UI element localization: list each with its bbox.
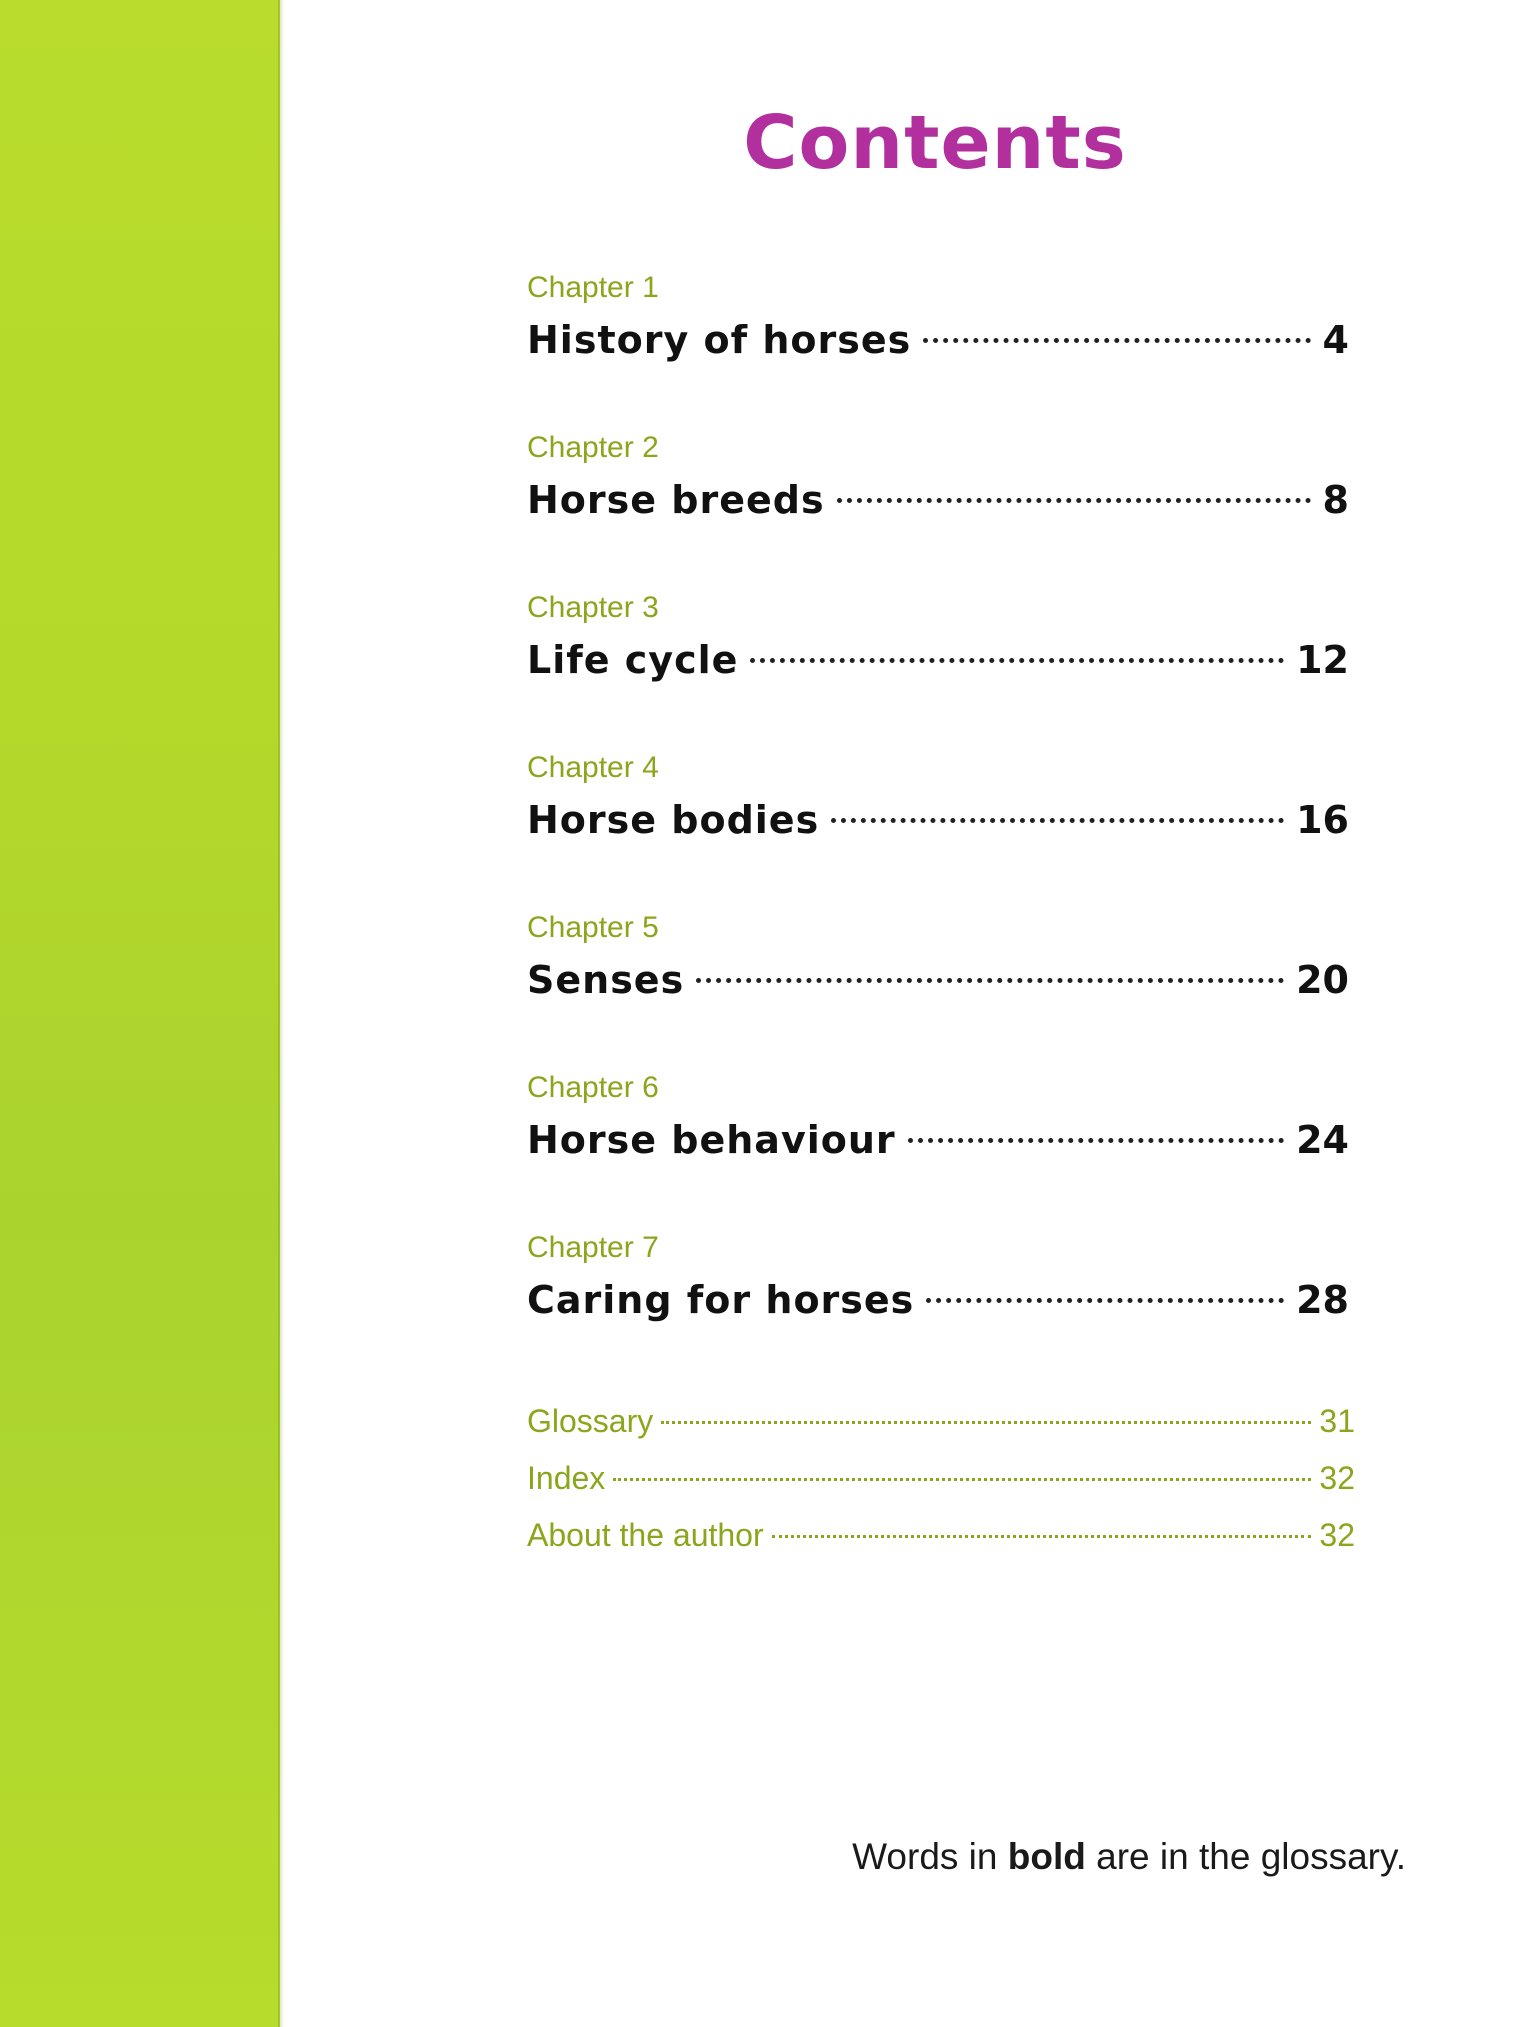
chapter-label: Chapter 2 (527, 431, 659, 464)
backmatter-page-number: 32 (1319, 1517, 1355, 1553)
backmatter-label: About the author (527, 1517, 764, 1553)
backmatter-entry (527, 1450, 1355, 1507)
backmatter-list (527, 1393, 1355, 1564)
chapter-row (527, 628, 1349, 692)
chapter-page-number: 16 (1296, 798, 1349, 842)
dot-leader (908, 1138, 1284, 1143)
glossary-note-prefix: Words in (852, 1836, 1008, 1877)
chapter-label: Chapter 3 (527, 591, 659, 624)
chapter-entry (527, 268, 1349, 428)
side-band-edge (278, 0, 284, 2027)
chapter-page-number: 12 (1296, 638, 1349, 682)
backmatter-entry (527, 1507, 1355, 1564)
chapter-title: Life cycle (527, 638, 739, 682)
chapter-label: Chapter 5 (527, 911, 659, 944)
dot-leader (923, 338, 1310, 343)
dot-leader (926, 1298, 1284, 1303)
chapter-row (527, 948, 1349, 1012)
chapter-title: Horse breeds (527, 478, 825, 522)
chapter-list (527, 268, 1349, 1388)
dot-leader (772, 1535, 1312, 1538)
backmatter-page-number: 32 (1319, 1460, 1355, 1496)
chapter-label: Chapter 1 (527, 271, 659, 304)
chapter-row (527, 308, 1349, 372)
chapter-page-number: 28 (1296, 1278, 1349, 1322)
dot-leader (837, 498, 1311, 503)
chapter-title: Horse bodies (527, 798, 820, 842)
chapter-label: Chapter 6 (527, 1071, 659, 1104)
chapter-row (527, 468, 1349, 532)
chapter-entry (527, 428, 1349, 588)
chapter-page-number: 24 (1296, 1118, 1349, 1162)
backmatter-page-number: 31 (1319, 1403, 1355, 1439)
glossary-note-bold: bold (1007, 1836, 1086, 1877)
chapter-title: Caring for horses (527, 1278, 915, 1322)
backmatter-entry (527, 1393, 1355, 1450)
chapter-page-number: 4 (1322, 318, 1349, 362)
backmatter-label: Index (527, 1460, 606, 1496)
dot-leader (661, 1421, 1311, 1424)
page-title: Contents (743, 100, 1127, 186)
chapter-label: Chapter 4 (527, 751, 659, 784)
dot-leader (831, 818, 1284, 823)
backmatter-label: Glossary (527, 1403, 654, 1439)
glossary-note-suffix: are in the glossary. (1085, 1836, 1406, 1877)
chapter-entry (527, 1228, 1349, 1388)
green-side-band (0, 0, 280, 2027)
chapter-row (527, 1268, 1349, 1332)
chapter-label: Chapter 7 (527, 1231, 659, 1264)
dot-leader (613, 1478, 1311, 1481)
chapter-title: Senses (527, 958, 685, 1002)
chapter-title: History of horses (527, 318, 912, 362)
chapter-entry (527, 908, 1349, 1068)
chapter-page-number: 8 (1322, 478, 1349, 522)
chapter-title: Horse behaviour (527, 1118, 896, 1162)
glossary-note (852, 1836, 1406, 1878)
dot-leader (696, 978, 1284, 983)
chapter-entry (527, 588, 1349, 748)
chapter-entry (527, 748, 1349, 908)
chapter-row (527, 1108, 1349, 1172)
chapter-row (527, 788, 1349, 852)
dot-leader (750, 658, 1284, 663)
chapter-entry (527, 1068, 1349, 1228)
chapter-page-number: 20 (1296, 958, 1349, 1002)
